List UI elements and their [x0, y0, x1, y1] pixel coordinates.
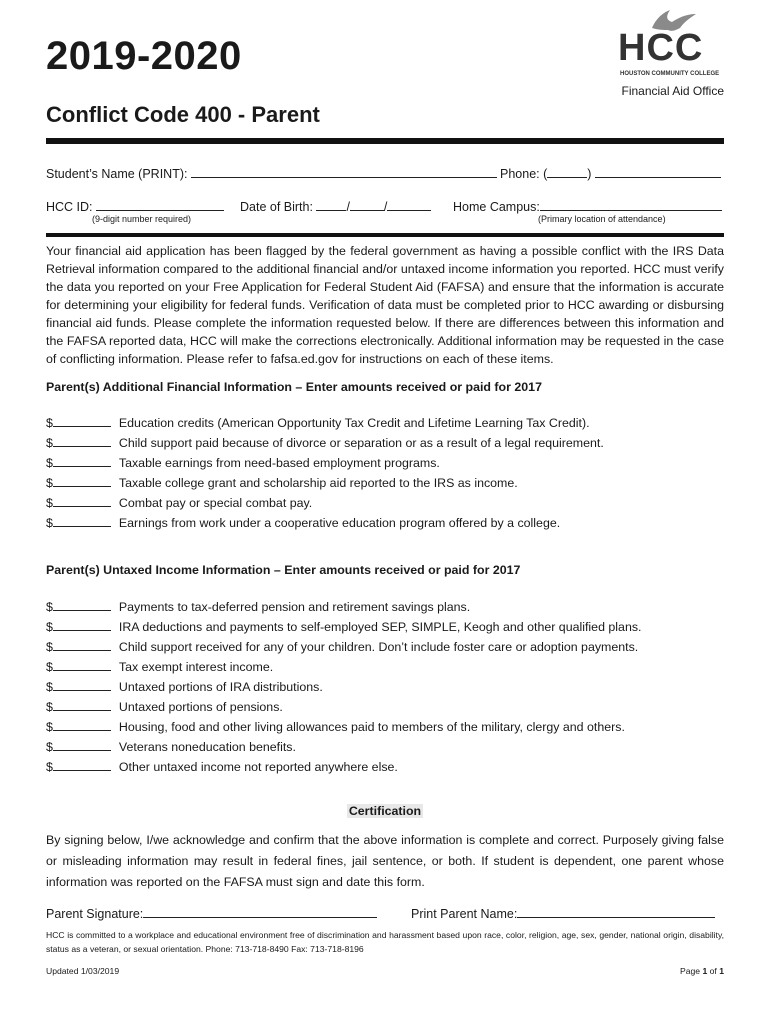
amount-blank[interactable]: [53, 657, 111, 671]
amount-blank[interactable]: [53, 717, 111, 731]
hcc-logo: [612, 6, 724, 80]
untaxed-income-item-label: Tax exempt interest income.: [118, 660, 274, 674]
additional-financial-list: [46, 413, 726, 533]
dob-month-line[interactable]: [316, 198, 346, 211]
home-campus-hint: (Primary location of attendance): [538, 214, 666, 224]
phone-number-line[interactable]: [595, 165, 721, 178]
additional-financial-item: [46, 493, 726, 513]
currency-symbol: $: [46, 436, 53, 450]
additional-financial-item: [46, 413, 726, 433]
dob-field[interactable]: Date of Birth: / /: [240, 198, 431, 214]
svg-text:HCC: HCC: [618, 27, 704, 69]
currency-symbol: $: [46, 680, 53, 694]
student-name-label: Student’s Name (PRINT):: [46, 167, 188, 181]
additional-financial-item-label: Education credits (American Opportunity Tax Credit and Lifetime Learning Tax Credit).: [118, 416, 590, 430]
print-parent-name-label: Print Parent Name:: [411, 907, 518, 921]
additional-financial-item-label: Earnings from work under a cooperative education program offered by a college.: [118, 516, 561, 530]
phone-area-line[interactable]: [547, 165, 587, 178]
untaxed-income-item-label: Child support received for any of your children. Don’t include foster care or adoption payments.: [118, 640, 639, 654]
amount-blank[interactable]: [53, 697, 111, 711]
currency-symbol: $: [46, 496, 53, 510]
student-name-field[interactable]: [46, 165, 497, 181]
print-parent-name-line[interactable]: [517, 905, 715, 918]
hcc-id-line[interactable]: [96, 198, 224, 211]
additional-financial-heading: Parent(s) Additional Financial Information – Enter amounts received or paid for 2017: [46, 380, 542, 394]
certification-heading: Certification: [348, 804, 422, 818]
untaxed-income-item-label: Untaxed portions of IRA distributions.: [118, 680, 323, 694]
home-campus-label: Home Campus:: [453, 200, 540, 214]
header-divider: [46, 138, 724, 144]
untaxed-income-item-label: IRA deductions and payments to self-employed SEP, SIMPLE, Keogh and other qualified plans.: [118, 620, 642, 634]
untaxed-income-item: [46, 717, 726, 737]
additional-financial-item-label: Child support paid because of divorce or separation or as a result of a legal requirement.: [118, 436, 604, 450]
currency-symbol: $: [46, 640, 53, 654]
amount-blank[interactable]: [53, 597, 111, 611]
currency-symbol: $: [46, 760, 53, 774]
form-title: Conflict Code 400 - Parent: [46, 102, 320, 127]
additional-financial-item-label: Taxable college grant and scholarship aid reported to the IRS as income.: [118, 476, 518, 490]
untaxed-income-item-label: Housing, food and other living allowances paid to members of the military, clergy and others.: [118, 720, 625, 734]
amount-blank[interactable]: [53, 473, 111, 487]
phone-label: Phone: (: [500, 167, 548, 181]
currency-symbol: $: [46, 700, 53, 714]
untaxed-income-list: [46, 597, 726, 777]
home-campus-line[interactable]: [540, 198, 722, 211]
untaxed-income-item: [46, 677, 726, 697]
office-name: Financial Aid Office: [621, 84, 724, 98]
amount-blank[interactable]: [53, 637, 111, 651]
parent-signature-field[interactable]: [46, 905, 377, 921]
updated-date: Updated 1/03/2019: [46, 966, 120, 976]
amount-blank[interactable]: [53, 413, 111, 427]
untaxed-income-item: [46, 757, 726, 777]
untaxed-income-item: [46, 597, 726, 617]
additional-financial-item: [46, 453, 726, 473]
currency-symbol: $: [46, 416, 53, 430]
page-number: Page 1 of 1: [680, 966, 724, 976]
dob-label: Date of Birth:: [240, 200, 313, 214]
nondiscrimination-statement: HCC is committed to a workplace and educational environment free of discrimination and harassment based upon race, color, religion, age, sex, gender, national origin, disability, status as a veteran, or sexual orientation. Phone: 713-718-8490 Fax: 713-718-8196: [46, 930, 724, 954]
student-name-line[interactable]: [191, 165, 497, 178]
amount-blank[interactable]: [53, 513, 111, 527]
currency-symbol: $: [46, 620, 53, 634]
print-parent-name-field[interactable]: [411, 905, 715, 921]
home-campus-field[interactable]: [453, 198, 722, 214]
additional-financial-item: [46, 513, 726, 533]
amount-blank[interactable]: [53, 757, 111, 771]
amount-blank[interactable]: [53, 737, 111, 751]
untaxed-income-item: [46, 737, 726, 757]
dob-year-line[interactable]: [387, 198, 431, 211]
parent-signature-label: Parent Signature:: [46, 907, 144, 921]
currency-symbol: $: [46, 516, 53, 530]
untaxed-income-item-label: Payments to tax-deferred pension and retirement savings plans.: [118, 600, 471, 614]
amount-blank[interactable]: [53, 453, 111, 467]
untaxed-income-item: [46, 697, 726, 717]
dob-day-line[interactable]: [350, 198, 384, 211]
untaxed-income-heading: Parent(s) Untaxed Income Information – Enter amounts received or paid for 2017: [46, 563, 521, 577]
amount-blank[interactable]: [53, 493, 111, 507]
section-divider: [46, 233, 724, 237]
amount-blank[interactable]: [53, 677, 111, 691]
parent-signature-line[interactable]: [143, 905, 377, 918]
additional-financial-item-label: Combat pay or special combat pay.: [118, 496, 313, 510]
currency-symbol: $: [46, 600, 53, 614]
certification-paragraph: By signing below, I/we acknowledge and confirm that the above information is complete and correct. Purposely giving false or misleading information may result in federal fines, jail sentence, or both. If student is dependent, one parent whose information was reported on the FAFSA must sign and date this form.: [46, 833, 724, 889]
additional-financial-item: [46, 433, 726, 453]
hcc-id-hint: (9-digit number required): [92, 214, 192, 224]
additional-financial-item-label: Taxable earnings from need-based employment programs.: [118, 456, 440, 470]
untaxed-income-item-label: Untaxed portions of pensions.: [118, 700, 283, 714]
currency-symbol: $: [46, 720, 53, 734]
amount-blank[interactable]: [53, 433, 111, 447]
currency-symbol: $: [46, 660, 53, 674]
untaxed-income-item-label: Veterans noneducation benefits.: [118, 740, 296, 754]
phone-field[interactable]: Phone: ( ): [500, 165, 721, 181]
form-year: 2019-2020: [46, 34, 242, 78]
hcc-id-field[interactable]: [46, 198, 224, 214]
currency-symbol: $: [46, 740, 53, 754]
untaxed-income-item: [46, 657, 726, 677]
hcc-id-label: HCC ID:: [46, 200, 93, 214]
amount-blank[interactable]: [53, 617, 111, 631]
untaxed-income-item-label: Other untaxed income not reported anywhere else.: [118, 760, 398, 774]
additional-financial-item: [46, 473, 726, 493]
untaxed-income-item: [46, 617, 726, 637]
svg-text:HOUSTON COMMUNITY COLLEGE: HOUSTON COMMUNITY COLLEGE: [620, 71, 720, 77]
untaxed-income-item: [46, 637, 726, 657]
currency-symbol: $: [46, 456, 53, 470]
intro-paragraph: Your financial aid application has been flagged by the federal government as having a possible conflict with the IRS Data Retrieval information compared to the additional financial and/or untaxed income information you reported. HCC must verify the data you reported on your Free Application for Federal Student Aid (FAFSA) and ensure that the information is accurate for determining your eligibility for federal funds. Verification of data must be completed prior to HCC awarding or disbursing financial aid funds. Please complete the information requested below. If there are differences between this information and the FAFSA reported data, HCC will make the corrections electronically. Additional information may be requested in the case of conflicting information. Please refer to fafsa.ed.gov for instructions on each of these items.: [46, 244, 724, 366]
currency-symbol: $: [46, 476, 53, 490]
